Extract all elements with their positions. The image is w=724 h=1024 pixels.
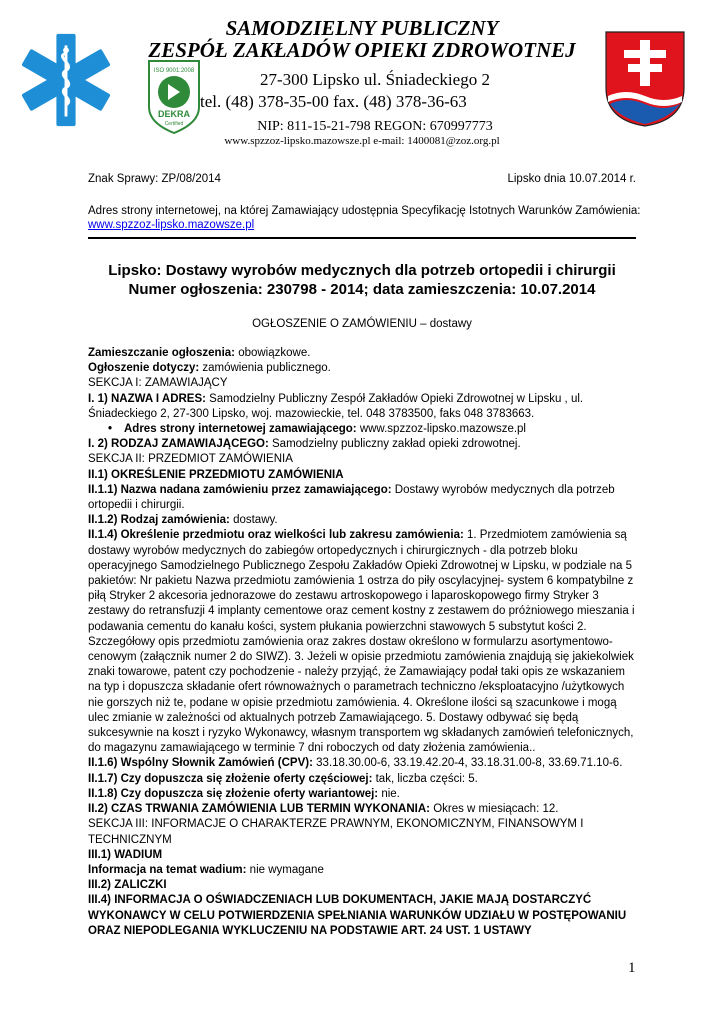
org-nip-regon: NIP: 811-15-21-798 REGON: 670997773 <box>257 119 493 134</box>
page-number: 1 <box>628 960 636 976</box>
cert-sub-text: Certified <box>164 121 184 127</box>
case-reference: Znak Sprawy: ZP/08/2014 <box>88 173 221 185</box>
iii2-heading: III.2) ZALICZKI <box>88 879 167 892</box>
notice-type: OGŁOSZENIE O ZAMÓWIENIU – dostawy <box>252 318 472 330</box>
spec-address-link[interactable]: www.spzzoz-lipsko.mazowsze.pl <box>88 219 255 231</box>
cert-name-text: DEKRA <box>157 109 191 119</box>
org-phone-fax: tel. (48) 378-35-00 fax. (48) 378-36-63 <box>200 92 467 111</box>
coat-of-arms-icon <box>604 30 686 128</box>
notice-number-date: Numer ogłoszenia: 230798 - 2014; data zamieszczenia: 10.07.2014 <box>128 281 596 298</box>
org-web-email: www.spzzoz-lipsko.mazowsze.pl e-mail: 1400081@zoz.org.pl <box>224 135 500 147</box>
notice-title: Lipsko: Dostawy wyrobów medycznych dla potrzeb ortopedii i chirurgii <box>108 262 616 279</box>
horizontal-rule <box>88 237 636 239</box>
concerns-line: Ogłoszenie dotyczy: zamówienia publicznego. <box>88 362 331 375</box>
ii12-kind: II.1.2) Rodzaj zamówienia: dostawy. <box>88 514 278 527</box>
section-2-heading: SEKCJA II: PRZEDMIOT ZAMÓWIENIA <box>88 453 293 466</box>
web-address-line: • Adres strony internetowej zamawiającego: www.spzzoz-lipsko.mazowsze.pl <box>88 422 636 437</box>
org-address: 27-300 Lipsko ul. Śniadeckiego 2 <box>260 70 490 89</box>
cert-iso-text: ISO 9001:2008 <box>153 68 195 74</box>
notice-content <box>88 346 636 939</box>
i2-type: I. 2) RODZAJ ZAMAWIAJĄCEGO: Samodzielny publiczny zakład opieki zdrowotnej. <box>88 438 521 451</box>
ii1-heading: II.1) OKREŚLENIE PRZEDMIOTU ZAMÓWIENIA <box>88 468 344 481</box>
wadium-info: Informacja na temat wadium: nie wymagane <box>88 863 324 876</box>
org-name-line1: SAMODZIELNY PUBLICZNY <box>225 16 499 40</box>
i1-name-address: I. 1) NAZWA I ADRES: Samodzielny Publiczny Zespół Zakładów Opieki Zdrowotnej w Lipsku , ul. Śniadeckiego 2, 27-300 Lipsko, woj. mazowieckie, tel. 048 3783500, faks 048 3783663. <box>88 392 584 420</box>
iii4-heading: III.4) INFORMACJA O OŚWIADCZENIACH LUB DOKUMENTACH, JAKIE MAJĄ DOSTARCZYĆ WYKONAWCY W CELU POTWIERDZENIA SPEŁNIANIA WARUNKÓW UDZIAŁU W POSTĘPOWANIU ORAZ NIEPODLEGANIA WYKLUCZENIU NA PODSTAWIE ART. 24 UST. 1 USTAWY <box>88 894 627 937</box>
ii17-partial: II.1.7) Czy dopuszcza się złożenie oferty częściowej: tak, liczba części: 5. <box>88 772 478 785</box>
star-of-life-logo-icon <box>18 30 114 130</box>
ii11-name: II.1.1) Nazwa nadana zamówieniu przez zamawiającego: Dostawy wyrobów medycznych dla potrzeb ortopedii i chirurgii. <box>88 483 615 512</box>
ii16-cpv: II.1.6) Wspólny Słownik Zamówień (CPV): 33.18.30.00-6, 33.19.42.20-4, 33.18.31.00-8, 33.69.71.10-6. <box>88 757 623 770</box>
bullet-icon: • <box>108 423 113 436</box>
place-date: Lipsko dnia 10.07.2014 r. <box>507 173 636 185</box>
org-name-line2: ZESPÓŁ ZAKŁADÓW OPIEKI ZDROWOTNEJ <box>148 38 576 62</box>
iii1-heading: III.1) WADIUM <box>88 848 163 861</box>
section-1-heading: SEKCJA I: ZAMAWIAJĄCY <box>88 377 228 390</box>
ii18-variant: II.1.8) Czy dopuszcza się złożenie oferty wariantowej: nie. <box>88 787 400 800</box>
spec-address-label: Adres strony internetowej, na której Zamawiający udostępnia Specyfikację Istotnych Warunków Zamówienia: <box>88 205 641 217</box>
ii2-duration: II.2) CZAS TRWANIA ZAMÓWIENIA LUB TERMIN WYKONANIA: Okres w miesiącach: 12. <box>88 803 559 816</box>
ii14-scope: II.1.4) Określenie przedmiotu oraz wielkości lub zakresu zamówienia: 1. Przedmiotem zamówienia są dostawy wyrobów medycznych do zabiegów ortopedycznych i chirurgicznych - dla potrzeb bloku operacyjnego Samodzielnego Publicznego Zespołu Zakładów Opieki Zdrowotnej w Lipsku, w podziale na 5 pakietów: Nr pakietu Nazwa przedmiotu zamówienia 1 ostrza do piły oscylacyjnej- system 6 kompatybilne z piłą Stryker 2 akcesoria jednorazowe do zestawu artroskopowego i laparoskopowego firmy Stryker 3 zestawy do retransfuzji 4 implanty cementowe oraz cement kostny z zestawem do próżniowego mieszania i podawania cementu do kanału kości, system płukania powierzchni stawowych 5 substytut kości 2. Szczegółowy opis przedmiotu zamówienia oraz zakres dostaw określono w formularzu asortymentowo-cenowym (załącznik numer 2 do SIWZ). 3. Jeżeli w opisie przedmiotu zamówienia znajdują się jakiekolwiek znaki towarowe, patent czy pochodzenie - należy przyjąć, że Zamawiający podał taki opis ze wskazaniem na typ i dopuszcza składanie ofert równoważnych o parametrach techniczno /eksploatacyjno /użytkowych nie gorszych niż te, podane w opisie przedmiotu zamówienia. 4. Określone ilości są szacunkowe i mogą ulec zmianie w zależności od aktualnych potrzeb Zamawiającego. 5. Dostawy odbywać się będą sukcesywnie na koszt i ryzyko Wykonawcy, własnym transportem wg składanych zamówień telefonicznych, do magazynu zamawiającego w terminie 7 dni roboczych od daty złożenia zamówienia.. <box>88 529 635 755</box>
placement-line: Zamieszczanie ogłoszenia: obowiązkowe. <box>88 347 311 359</box>
section-3-heading: SEKCJA III: INFORMACJE O CHARAKTERZE PRAWNYM, EKONOMICZNYM, FINANSOWYM I TECHNICZNYM <box>88 818 584 846</box>
